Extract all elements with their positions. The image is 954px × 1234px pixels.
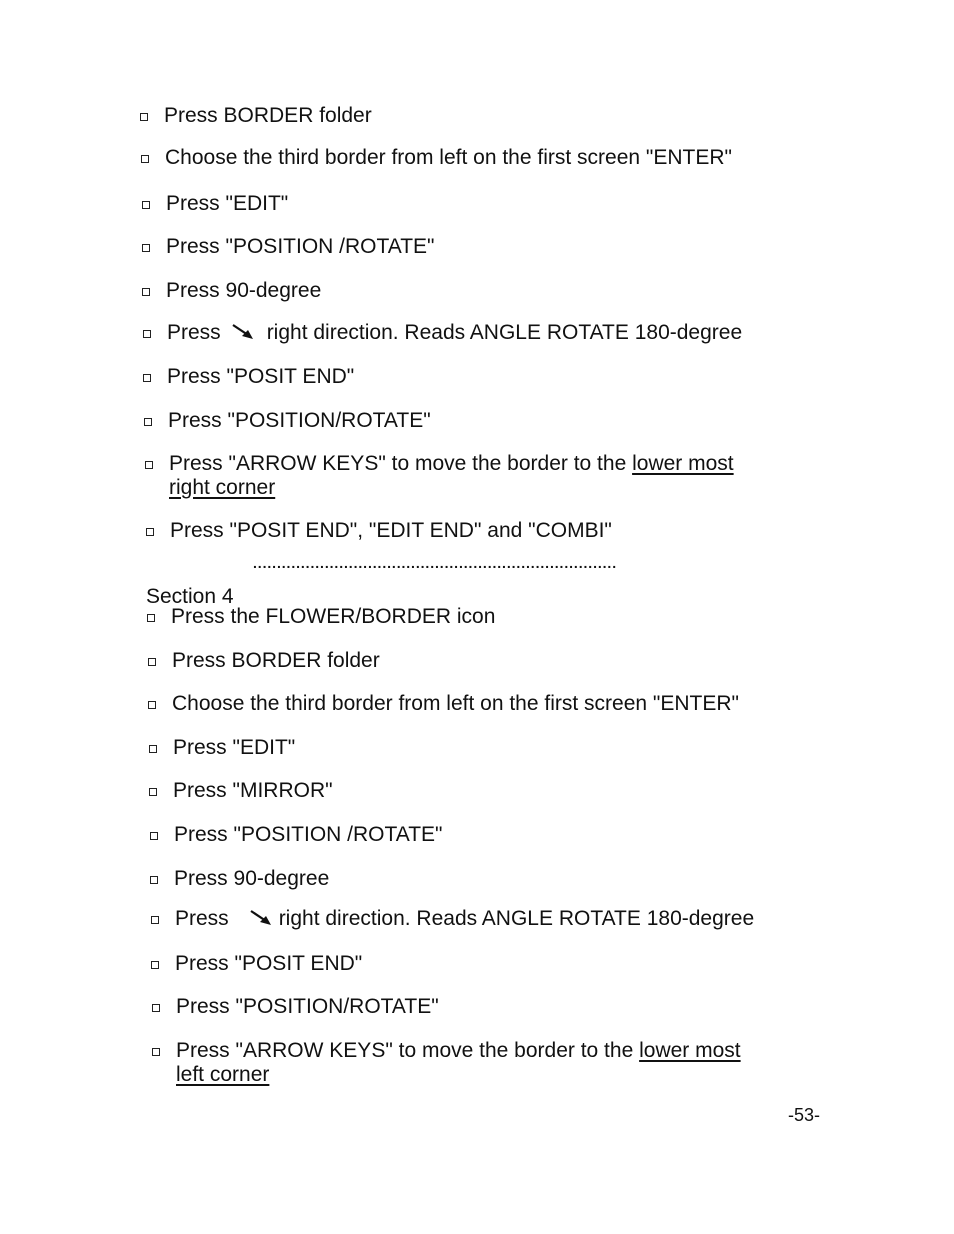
list-item: [148, 692, 739, 716]
list-item-text-pre: Press: [175, 907, 229, 930]
checkbox-bullet-icon: [152, 1004, 160, 1012]
list-item: [150, 823, 443, 847]
list-item-text: Press "MIRROR": [173, 779, 333, 802]
checkbox-bullet-icon: [149, 745, 157, 753]
list-item-text: [167, 321, 742, 345]
list-item-text: [175, 907, 754, 931]
list-item-text: Press BORDER folder: [164, 104, 372, 127]
list-item-text: Press "EDIT": [166, 192, 289, 215]
list-item-text: Press "POSITION/ROTATE": [168, 409, 431, 432]
list-item-text: Press "EDIT": [173, 736, 296, 759]
list-item: [143, 321, 742, 345]
underlined-text: lower most: [639, 1039, 741, 1062]
checkbox-bullet-icon: [142, 201, 150, 209]
list-item: [150, 867, 329, 891]
list-item-text: Press 90-degree: [166, 279, 322, 302]
checkbox-bullet-icon: [141, 155, 149, 163]
list-item: [145, 452, 734, 500]
down-right-arrow-icon: [247, 907, 275, 927]
list-item: [144, 409, 431, 433]
checkbox-bullet-icon: [145, 461, 153, 469]
list-item-text-post: right direction. Reads ANGLE ROTATE 180-degree: [278, 907, 755, 930]
list-item-text-post: right direction. Reads ANGLE ROTATE 180-degree: [266, 321, 743, 344]
checkbox-bullet-icon: [151, 916, 159, 924]
list-item-text-pre: Press: [167, 321, 221, 344]
list-item-text: Press BORDER folder: [172, 649, 380, 672]
list-item-text: Choose the third border from left on the first screen "ENTER": [165, 146, 732, 169]
underlined-text: lower most: [632, 452, 734, 475]
list-item: [149, 779, 333, 803]
checkbox-bullet-icon: [140, 113, 148, 121]
down-right-arrow-icon: [229, 321, 257, 341]
list-item-text: Press 90-degree: [174, 867, 330, 890]
list-item: [140, 104, 372, 128]
checkbox-bullet-icon: [148, 658, 156, 666]
checkbox-bullet-icon: [144, 418, 152, 426]
list-item-text: Press "POSITION /ROTATE": [174, 823, 443, 846]
list-item: [152, 1039, 741, 1087]
list-item: [142, 235, 435, 259]
checkbox-bullet-icon: [143, 374, 151, 382]
checkbox-bullet-icon: [147, 614, 155, 622]
list-item: [143, 365, 354, 389]
list-item-text: Press "POSIT END": [167, 365, 355, 388]
checkbox-bullet-icon: [146, 528, 154, 536]
checkbox-bullet-icon: [150, 876, 158, 884]
checkbox-bullet-icon: [151, 961, 159, 969]
list-item-text-pre: Press "ARROW KEYS" to move the border to the: [176, 1039, 640, 1062]
list-item: [151, 952, 362, 976]
list-item-text: [176, 1039, 741, 1087]
checkbox-bullet-icon: [142, 244, 150, 252]
list-item-text: Press "POSITION /ROTATE": [166, 235, 435, 258]
checkbox-bullet-icon: [148, 701, 156, 709]
checkbox-bullet-icon: [152, 1048, 160, 1056]
list-item: [146, 519, 612, 543]
list-item: [142, 279, 321, 303]
checkbox-bullet-icon: [149, 788, 157, 796]
list-item-text: Press "POSIT END": [175, 952, 363, 975]
list-item: [141, 146, 732, 170]
checkbox-bullet-icon: [142, 288, 150, 296]
list-item-text: Choose the third border from left on the first screen "ENTER": [172, 692, 739, 715]
list-item: [151, 907, 754, 931]
checkbox-bullet-icon: [150, 832, 158, 840]
page-number: -53-: [788, 1105, 821, 1125]
list-item: [148, 649, 380, 673]
dotted-separator: ............................................................................: [253, 557, 618, 569]
list-item: [142, 192, 288, 216]
list-item-text: Press "POSITION/ROTATE": [176, 995, 439, 1018]
list-item-text: [169, 452, 734, 500]
list-item: [152, 995, 439, 1019]
underlined-text: right corner: [169, 476, 276, 499]
list-item: [149, 736, 295, 760]
underlined-text: left corner: [176, 1063, 270, 1086]
list-item-text-pre: Press "ARROW KEYS" to move the border to the: [169, 452, 633, 475]
list-item-text: Press the FLOWER/BORDER icon: [171, 605, 496, 628]
section-title: Section 4: [146, 585, 234, 608]
list-item: [147, 605, 495, 629]
checkbox-bullet-icon: [143, 330, 151, 338]
list-item-text: Press "POSIT END", "EDIT END" and "COMBI": [170, 519, 612, 542]
